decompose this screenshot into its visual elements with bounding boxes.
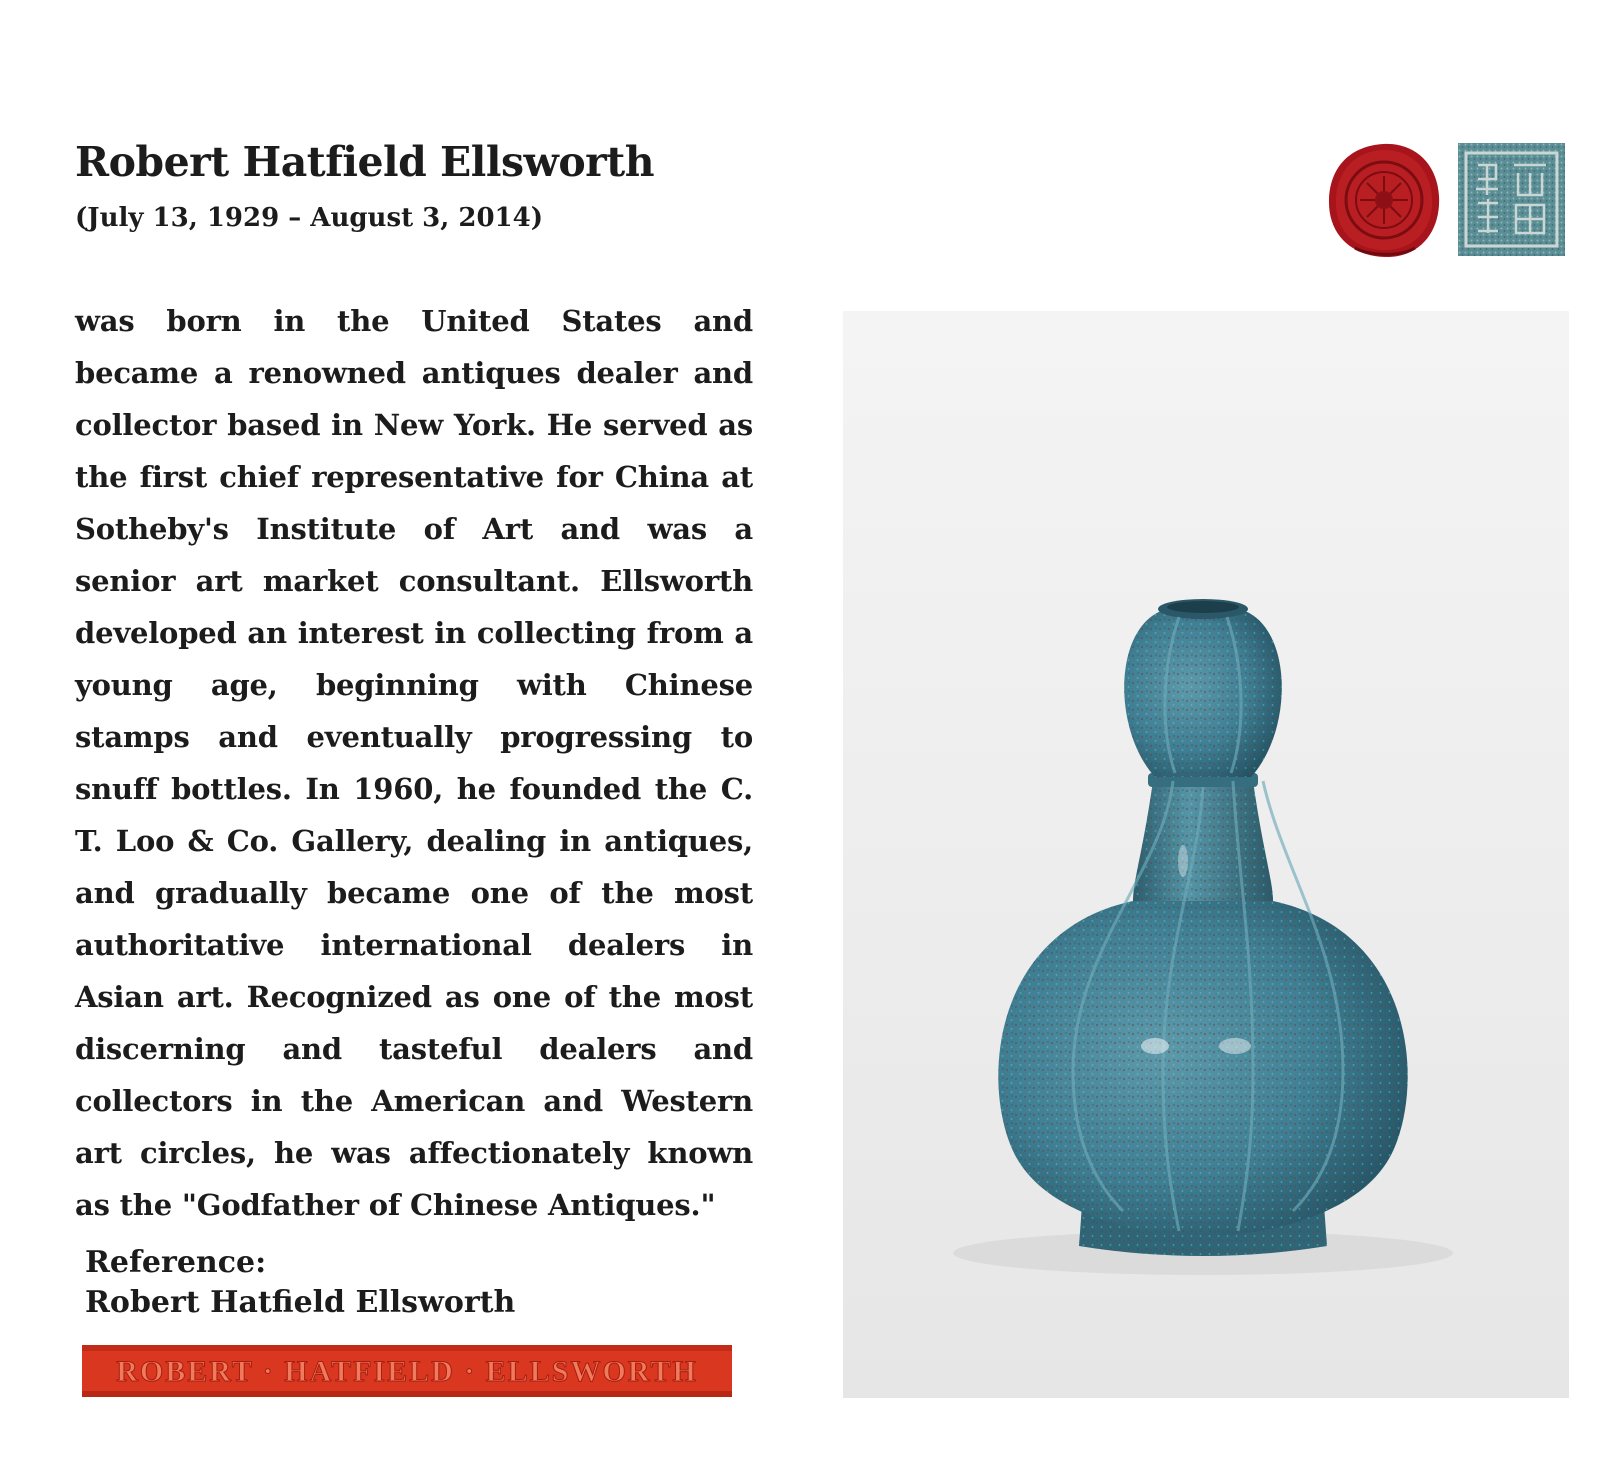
red-wax-seal-image bbox=[1325, 140, 1442, 260]
biography-text: was born in the United States and became a renowned antiques dealer and collector based in New York. He served as the first chief representative for China at Sotheby's Institute of Art and was a senior art market consultant. Ellsworth developed an interest in collecting from a young age, beginning with Chinese stamps and eventually progressing to snuff bottles. In 1960, he founded the C. T. Loo & Co. Gallery, dealing in antiques, and gradually became one of the most authoritative international dealers in Asian art. Recognized as one of the most discerning and tasteful dealers and collectors in the American and Western art circles, he was affectionately known as the "Godfather of Chinese Antiques." bbox=[75, 304, 753, 1222]
page-title: Robert Hatfield Ellsworth bbox=[75, 138, 655, 186]
reference-name: Robert Hatfield Ellsworth bbox=[85, 1285, 516, 1320]
vase-image bbox=[843, 311, 1569, 1398]
seal-strip-text: ROBERT · HATFIELD · ELLSWORTH bbox=[116, 1355, 698, 1388]
square-seal-image bbox=[1458, 143, 1565, 256]
name-seal-strip-image bbox=[82, 1343, 732, 1399]
reference-label: Reference: bbox=[85, 1245, 267, 1280]
vase-photo bbox=[843, 311, 1569, 1398]
life-dates: (July 13, 1929 – August 3, 2014) bbox=[75, 203, 544, 233]
